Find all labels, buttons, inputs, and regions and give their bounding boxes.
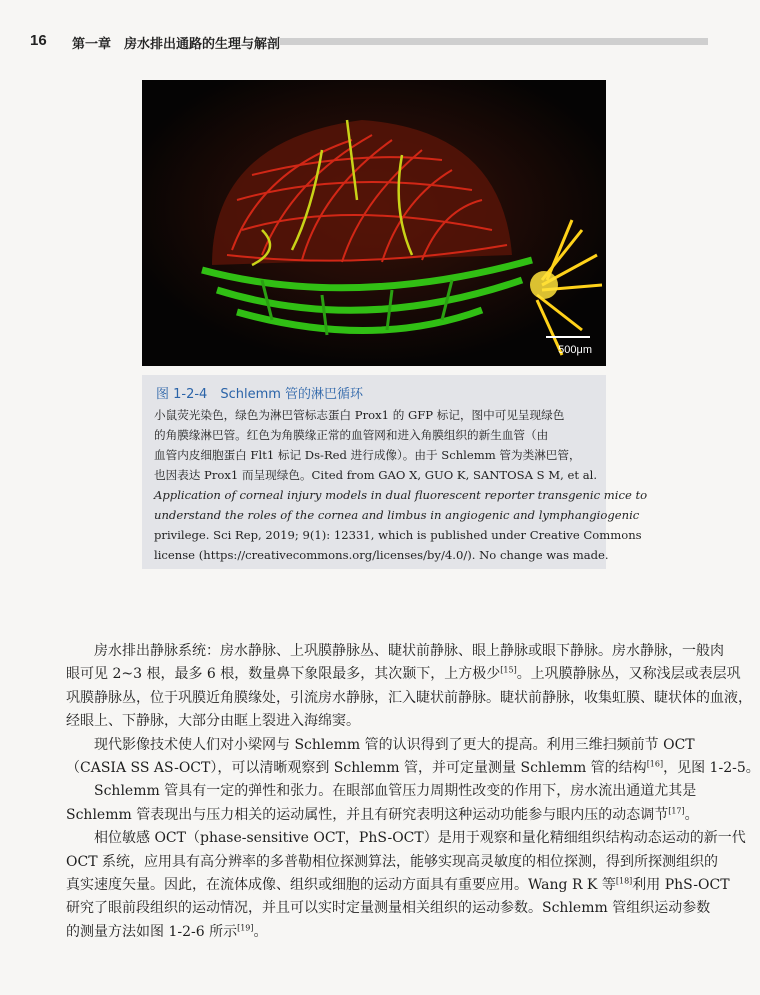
scale-bar	[546, 336, 590, 338]
paragraph-line	[66, 804, 699, 827]
caption-line: understand the roles of the cornea and limbus in angiogenic and lymphangiogenic	[154, 508, 640, 522]
text-run: 的测量方法如图 1-2-6 所示	[66, 923, 238, 940]
text-run: 利用 PhS-OCT	[632, 877, 730, 894]
caption-line: 的角膜缘淋巴管。红色为角膜缘正常的血管网和进入角膜组织的新生血管（由	[154, 428, 549, 442]
citation: [16]	[646, 759, 664, 769]
page-header	[22, 30, 708, 52]
text-run: Schlemm 管表现出与压力相关的运动属性，并且有研究表明这种运动功能参与眼内压的动态调节	[66, 806, 669, 823]
caption-line: privilege. Sci Rep, 2019; 9(1): 12331, which is published under Creative Commons	[154, 528, 642, 542]
citation: [19]	[237, 923, 254, 933]
paragraph-line	[66, 921, 684, 944]
paragraph-line	[66, 757, 760, 780]
paragraph-line: 经眼上、下静脉，大部分由眶上裂进入海绵窦。	[66, 713, 360, 730]
fluorescence-micrograph	[142, 80, 606, 366]
paragraph-line: OCT 系统，应用具有高分辨率的多普勒相位探测算法，能够实现高灵敏度的相位探测，得到所探测组织的	[66, 853, 718, 870]
text-run: 。上巩膜静脉丛，又称浅层或表层巩	[516, 666, 741, 683]
caption-line: Application of corneal injury models in dual fluorescent reporter transgenic mice to	[154, 488, 648, 502]
paragraph-line: 研究了眼前段组织的运动情况，并且可以实时定量测量相关组织的运动参数。Schlemm 管组织运动参数	[66, 900, 711, 917]
scale-label: 500μm	[558, 344, 592, 356]
fluorescence-figure-image	[142, 80, 606, 366]
citation: [17]	[668, 806, 685, 816]
paragraph-line	[66, 874, 730, 897]
caption-title: 图 1-2-4 Schlemm 管的淋巴循环	[156, 387, 364, 402]
text-run: 。	[684, 806, 699, 823]
paragraph-line: 相位敏感 OCT（phase-sensitive OCT，PhS-OCT）是用于观察和量化精细组织结构动态运动的新一代	[94, 830, 746, 847]
chapter-title: 第一章 房水排出通路的生理与解剖	[72, 37, 281, 52]
caption-body	[154, 405, 648, 565]
text-run: 真实速度矢量。因此，在流体成像、组织或细胞的运动方面具有重要应用。Wang R K 等	[66, 877, 616, 894]
figure-caption	[142, 375, 648, 569]
citation: [18]	[615, 876, 633, 886]
paragraph-line: 现代影像技术使人们对小梁网与 Schlemm 管的认识得到了更大的提高。利用三维扫频前节 OCT	[94, 736, 695, 753]
caption-line: 也因表达 Prox1 而呈现绿色。Cited from GAO X, GUO K, SANTOSA S M, et al.	[154, 468, 598, 482]
caption-line: license (https://creativecommons.org/licenses/by/4.0/). No change was made.	[154, 548, 609, 562]
header-rule	[280, 38, 708, 45]
body-text	[66, 640, 760, 944]
paragraph-line: 巩膜静脉丛，位于巩膜近角膜缘处，引流房水静脉，汇入睫状前静脉。睫状前静脉，收集虹膜、睫状体的血液，	[66, 689, 752, 706]
paragraph-line: Schlemm 管具有一定的弹性和张力。在眼部血管压力周期性改变的作用下，房水流出通道尤其是	[94, 783, 697, 800]
citation: [15]	[500, 665, 517, 675]
paragraph-line: 房水排出静脉系统：房水静脉、上巩膜静脉丛、睫状前静脉、眼上静脉或眼下静脉。房水静脉，一般肉	[94, 643, 724, 659]
caption-line: 小鼠荧光染色，绿色为淋巴管标志蛋白 Prox1 的 GFP 标记，图中可见呈现绿色	[154, 408, 565, 422]
text-run: 眼可见 2~3 根，最多 6 根，数量鼻下象限最多，其次颞下，上方极少	[66, 666, 501, 683]
text-run: ，见图 1-2-5。	[663, 760, 760, 777]
paragraph-line	[66, 663, 741, 686]
text-run: 。	[253, 923, 268, 940]
caption-line: 血管内皮细胞蛋白 Flt1 标记 Ds-Red 进行成像）。由于 Schlemm 管为类淋巴管，	[154, 448, 581, 462]
page-number: 16	[30, 32, 47, 49]
text-run: （CASIA SS AS-OCT），可以清晰观察到 Schlemm 管，并可定量测量 Schlemm 管的结构	[66, 760, 647, 777]
